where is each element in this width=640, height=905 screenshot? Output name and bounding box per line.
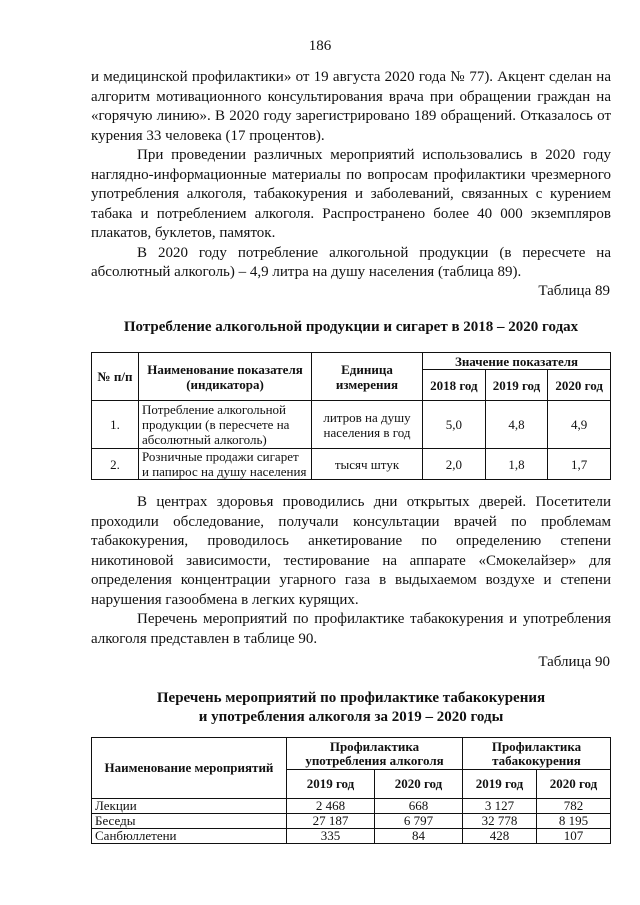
- table-row: [92, 401, 611, 449]
- table-row: [92, 449, 611, 480]
- page-number: 186: [308, 38, 332, 54]
- cell-value: 2 468: [287, 799, 375, 814]
- header-year: 2019 год: [462, 770, 536, 799]
- cell-name: Розничные продажи сигарет и папирос на душу населения: [139, 449, 312, 480]
- cell-value: 1,7: [548, 449, 611, 480]
- header-tobacco: Профилактика табакокурения: [462, 738, 610, 770]
- cell-name: Лекции: [92, 799, 287, 814]
- cell-value: 1,8: [485, 449, 548, 480]
- paragraph: и медицинской профилактики» от 19 августа 2020 года № 77). Акцент сделан на алгоритм мотивационного консультирования врача при обращении граждан на «горячую линию». В 2020 году зарегистрировано 189 обращений. Отказалось от курения 33 человека (17 процентов).: [91, 69, 611, 144]
- header-name: Наименование показателя (индикатора): [139, 353, 312, 401]
- header-year: 2020 год: [374, 770, 462, 799]
- header-year: 2019 год: [485, 370, 548, 401]
- cell-num: 1.: [92, 401, 139, 449]
- caption-line: и употребления алкоголя за 2019 – 2020 годы: [198, 709, 504, 725]
- paragraph: При проведении различных мероприятий использовались в 2020 году наглядно-информационные материалы по вопросам профилактики чрезмерного употребления алкоголя, табакокурения и заболеваний, связанных с курением табака и потреблением алкоголя. Распространено более 40 000 экземпляров плакатов, буклетов, памяток.: [91, 147, 611, 241]
- body-text-top: [91, 68, 611, 283]
- cell-value: 4,8: [485, 401, 548, 449]
- table-row: [92, 814, 611, 829]
- cell-value: 6 797: [374, 814, 462, 829]
- cell-name: Беседы: [92, 814, 287, 829]
- table-90: [91, 737, 611, 844]
- cell-value: 8 195: [536, 814, 610, 829]
- cell-value: 27 187: [287, 814, 375, 829]
- cell-value: 782: [536, 799, 610, 814]
- header-year: 2019 год: [287, 770, 375, 799]
- cell-value: 5,0: [423, 401, 486, 449]
- caption-line: Перечень мероприятий по профилактике табакокурения: [156, 690, 546, 706]
- table-row: [92, 799, 611, 814]
- cell-value: 3 127: [462, 799, 536, 814]
- cell-name: Потребление алкогольной продукции (в пересчете на абсолютный алкоголь): [139, 401, 312, 449]
- cell-value: 84: [374, 829, 462, 844]
- header-values: Значение показателя: [423, 353, 611, 370]
- cell-unit: литров на душу населения в год: [312, 401, 423, 449]
- table-89: [91, 352, 611, 480]
- cell-value: 2,0: [423, 449, 486, 480]
- header-num: № п/п: [92, 353, 139, 401]
- header-year: 2018 год: [423, 370, 486, 401]
- table-90-label: Таблица 90: [538, 654, 610, 670]
- paragraph: Перечень мероприятий по профилактике табакокурения и употребления алкоголя представлен в таблице 90.: [91, 611, 611, 647]
- header-year: 2020 год: [536, 770, 610, 799]
- cell-num: 2.: [92, 449, 139, 480]
- header-unit: Единица измерения: [312, 353, 423, 401]
- table-89-caption: Потребление алкогольной продукции и сигарет в 2018 – 2020 годах: [123, 319, 579, 335]
- header-year: 2020 год: [548, 370, 611, 401]
- cell-name: Санбюллетени: [92, 829, 287, 844]
- paragraph: В центрах здоровья проводились дни открытых дверей. Посетители проходили обследование, получали консультации врачей по проблемам табакокурения, проводилось анкетирование по определению степени никотиновой зависимости, тестирование на аппарате «Смокелайзер» для определения концентрации угарного газа в выдыхаемом воздухе и степени нарушения газообмена в легких курящих.: [91, 494, 611, 608]
- paragraph: В 2020 году потребление алкогольной продукции (в пересчете на абсолютный алкоголь) – 4,9 литра на душу населения (таблица 89).: [91, 244, 611, 280]
- table-89-label: Таблица 89: [538, 283, 610, 299]
- cell-value: 335: [287, 829, 375, 844]
- cell-value: 32 778: [462, 814, 536, 829]
- cell-value: 4,9: [548, 401, 611, 449]
- header-alcohol: Профилактика употребления алкоголя: [287, 738, 463, 770]
- cell-value: 428: [462, 829, 536, 844]
- header-name: Наименование мероприятий: [92, 738, 287, 799]
- cell-value: 668: [374, 799, 462, 814]
- table-90-caption: [91, 689, 611, 727]
- table-row: [92, 829, 611, 844]
- cell-unit: тысяч штук: [312, 449, 423, 480]
- cell-value: 107: [536, 829, 610, 844]
- body-text-middle: [91, 493, 611, 649]
